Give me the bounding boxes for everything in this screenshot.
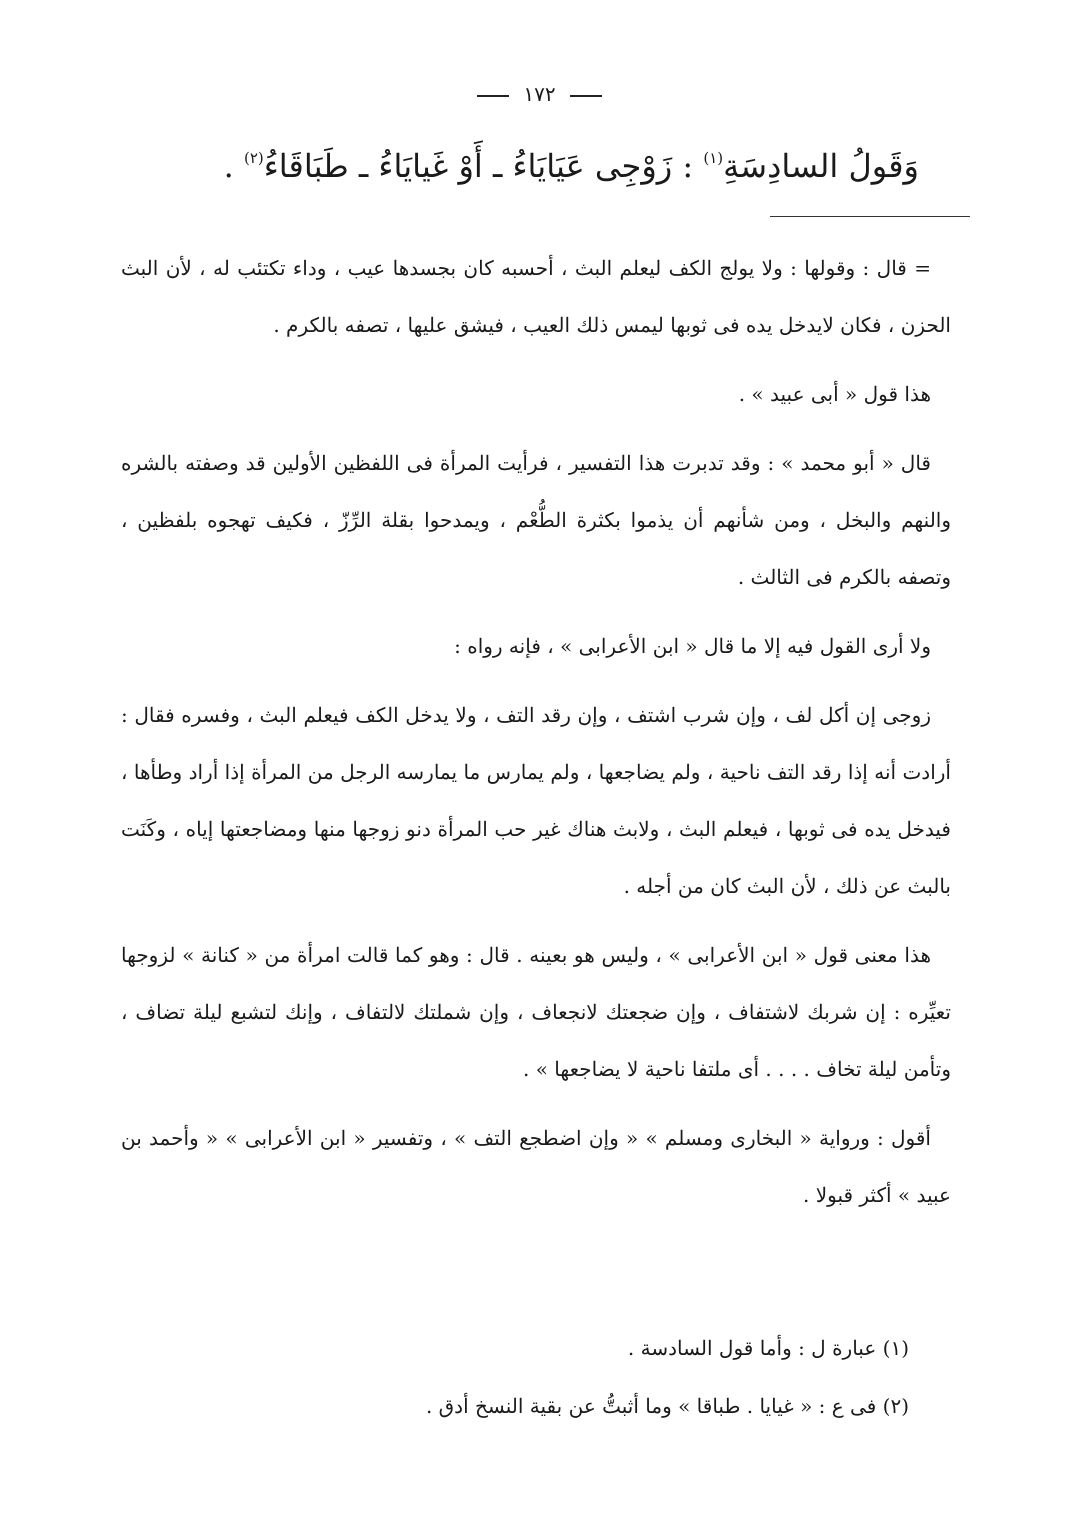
paragraph: = قال : وقولها : ولا يولج الكف ليعلم البث ، أحسبه كان بجسدها عيب ، وداء تكتئب له ، لأن البث الحزن ، فكان لايدخل يده فى ثوبها ليمس ذلك العيب ، فيشق عليها ، تصفه بالكرم . (121, 256, 951, 337)
body-text (121, 240, 951, 1236)
heading-note-ref-2: (٢) (243, 149, 264, 167)
heading-end: . (223, 147, 234, 185)
page-number (0, 82, 1079, 106)
section-heading (224, 128, 919, 196)
heading-text-after: : زَوْجِى عَيَايَاءُ ـ أَوْ غَيايَاءُ ـ طَبَاقَاءُ (263, 147, 694, 185)
paragraph: زوجى إن أكل لف ، وإن شرب اشتف ، وإن رقد التف ، ولا يدخل الكف فيعلم البث ، وفسره فقال : أرادت أنه إذا رقد التف ناحية ، ولم يضاجعها ، ولم يمارس ما يمارسه الرجل من المرأة إذا أراد وطأها ، فيدخل يده فى ثوبها ، فيعلم البث ، ولابث هناك غير حب المرأة دنو زوجها منها ومضاجعتها إياه ، وكَنَت بالبث عن ذلك ، لأن البث كان من أجله . (121, 703, 951, 898)
page-number-dash-right (570, 95, 602, 97)
footnotes (119, 1322, 909, 1438)
paragraph: قال « أبو محمد » : وقد تدبرت هذا التفسير ، فرأيت المرأة فى اللفظين الأولين قد وصفته بالشره والنهم والبخل ، ومن شأنهم أن يذموا بكثرة الطُّعْم ، ويمدحوا بقلة الرِّزّ ، فكيف تهجوه بلفظين ، وتصفه بالكرم فى الثالث . (121, 451, 951, 589)
page-number-text: ١٧٢ (523, 82, 556, 106)
heading-divider (770, 216, 970, 217)
paragraph: ولا أرى القول فيه إلا ما قال « ابن الأعرابى » ، فإنه رواه : (454, 634, 931, 658)
heading-note-ref-1: (١) (703, 149, 724, 167)
page-number-dash-left (477, 95, 509, 97)
paragraph: أقول : ورواية « البخارى ومسلم » « وإن اضطجع التف » ، وتفسير « ابن الأعرابى » « وأحمد بن عبيد » أكثر قبولا . (121, 1126, 951, 1207)
footnote-2: (٢) فى ع : « غيايا . طباقا » وما أثبتُّ عن بقية النسخ أدق . (425, 1394, 909, 1418)
paragraph: هذا قول « أبى عبيد » . (738, 382, 931, 406)
heading-text: وَقَولُ السادِسَةِ (723, 147, 919, 185)
paragraph: هذا معنى قول « ابن الأعرابى » ، وليس هو بعينه . قال : وهو كما قالت امرأة من « كنانة » لزوجها تعيِّره : إن شربك لاشتفاف ، وإن ضجعتك لانجعاف ، وإن شملتك لالتفاف ، وإنك لتشبع ليلة تضاف ، وتأمن ليلة تخاف . . . . أى ملتفا ناحية لا يضاجعها » . (121, 943, 951, 1081)
footnote-1: (١) عبارة ل : وأما قول السادسة . (627, 1336, 909, 1360)
